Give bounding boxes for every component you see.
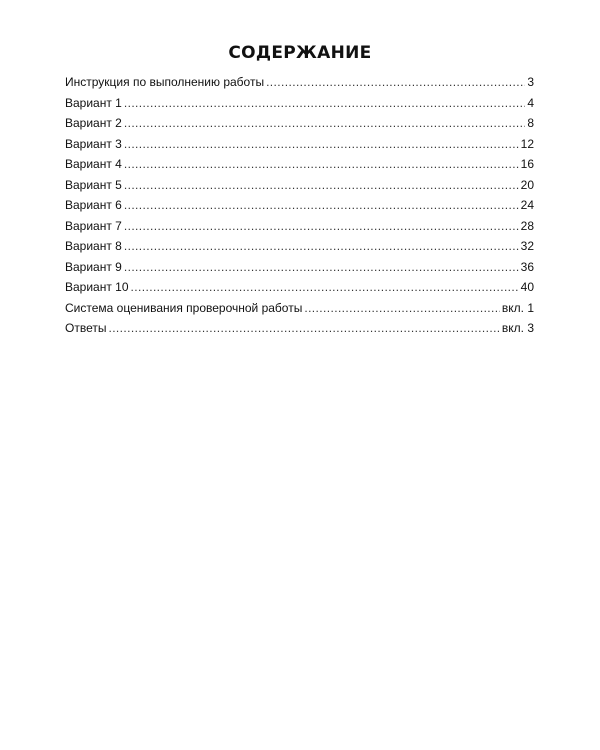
toc-entry-page: вкл. 1 — [501, 300, 534, 315]
toc-entry-page: 20 — [520, 177, 534, 192]
dot-leader — [124, 195, 519, 216]
dot-leader — [124, 257, 519, 278]
toc-entry-label: Система оценивания проверочной работы — [65, 300, 303, 315]
toc-entry-label: Вариант 6 — [65, 198, 122, 212]
toc-entry-page: 24 — [520, 198, 534, 212]
toc-entry-label: Вариант 2 — [65, 116, 122, 130]
table-of-contents — [65, 72, 534, 339]
dot-leader — [124, 216, 519, 237]
toc-entry-label: Вариант 1 — [65, 95, 122, 110]
toc-entry-page: 12 — [520, 136, 534, 151]
toc-entry-label: Инструкция по выполнению работы — [65, 75, 265, 89]
toc-entry-variant-7[interactable] — [65, 216, 534, 237]
toc-entry-variant-5[interactable] — [65, 175, 534, 196]
toc-entry-label: Вариант 9 — [65, 259, 122, 274]
dot-leader — [124, 93, 525, 114]
toc-entry-answers[interactable] — [65, 318, 534, 339]
toc-entry-variant-4[interactable] — [65, 154, 534, 175]
toc-entry-variant-3[interactable] — [65, 134, 534, 155]
dot-leader — [108, 318, 499, 339]
toc-entry-page: 32 — [520, 239, 534, 253]
toc-entry-label: Вариант 5 — [65, 177, 122, 192]
toc-entry-page: 28 — [520, 218, 534, 233]
toc-entry-grading-system[interactable] — [65, 298, 534, 319]
dot-leader — [304, 298, 500, 319]
toc-entry-label: Вариант 3 — [65, 136, 122, 151]
dot-leader — [124, 134, 519, 155]
dot-leader — [131, 277, 519, 298]
toc-entry-variant-8[interactable] — [65, 236, 534, 257]
toc-entry-variant-1[interactable] — [65, 93, 534, 114]
page-title: СОДЕРЖАНИЕ — [228, 43, 372, 63]
toc-entry-variant-6[interactable] — [65, 195, 534, 216]
toc-entry-page: вкл. 3 — [501, 321, 534, 335]
toc-entry-page: 36 — [520, 259, 534, 274]
toc-entry-label: Вариант 8 — [65, 239, 122, 253]
toc-entry-page: 40 — [520, 280, 534, 294]
toc-entry-label: Ответы — [65, 321, 107, 335]
toc-entry-label: Вариант 7 — [65, 218, 122, 233]
toc-entry-variant-10[interactable] — [65, 277, 534, 298]
toc-entry-label: Вариант 4 — [65, 157, 122, 171]
toc-entry-page: 16 — [520, 157, 534, 171]
toc-entry-instructions[interactable] — [65, 72, 534, 93]
dot-leader — [266, 72, 525, 93]
toc-entry-label: Вариант 10 — [65, 280, 129, 294]
toc-entry-variant-2[interactable] — [65, 113, 534, 134]
dot-leader — [124, 113, 525, 134]
dot-leader — [124, 175, 519, 196]
dot-leader — [124, 236, 519, 257]
dot-leader — [124, 154, 519, 175]
toc-entry-page: 3 — [527, 75, 534, 89]
toc-entry-page: 8 — [527, 116, 534, 130]
toc-entry-variant-9[interactable] — [65, 257, 534, 278]
toc-entry-page: 4 — [527, 95, 534, 110]
